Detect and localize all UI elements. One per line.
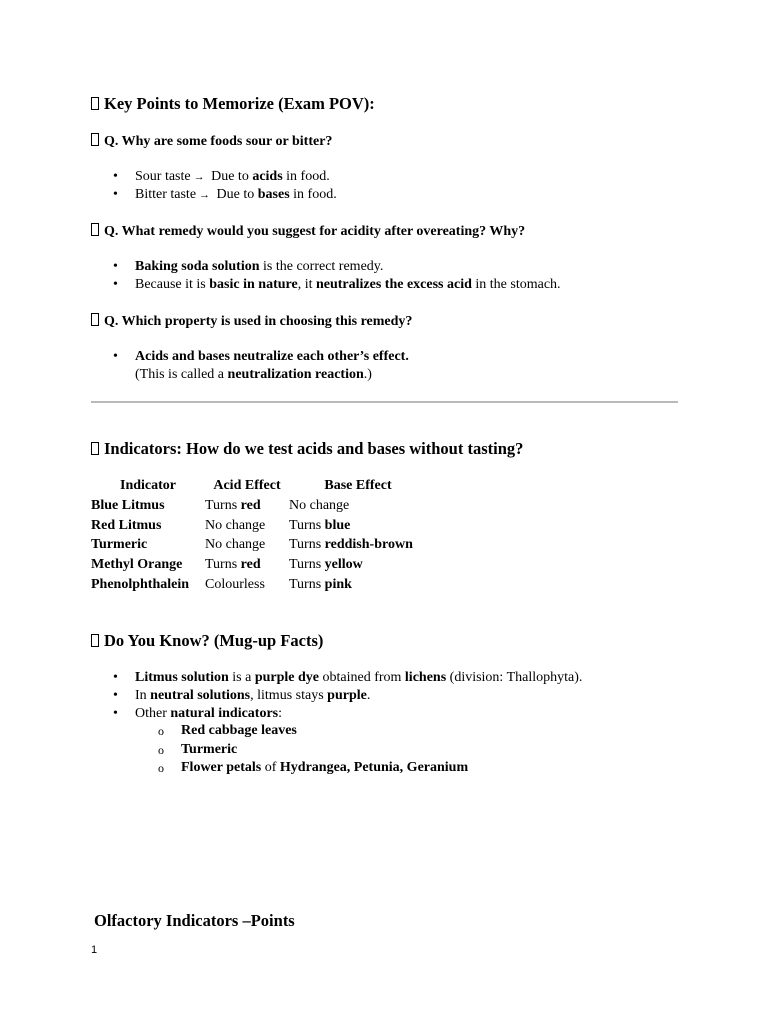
missing-emoji-icon: [91, 133, 99, 146]
acid-effect: No change: [205, 517, 266, 533]
column-header: Indicator: [120, 478, 176, 493]
neutralization-note: (This is called a neutralization reaction.): [135, 367, 372, 382]
list-item: o Flower petals of Hydrangea, Petunia, Geranium: [91, 759, 691, 778]
base-effect: Turns reddish-brown: [289, 537, 413, 553]
list-item: • Acids and bases neutralize each other’s effect.: [91, 348, 691, 366]
indicator-name: Red Litmus: [91, 517, 162, 533]
list-item: • Sour taste → Due to acids in food.: [91, 168, 691, 186]
section-heading-indicators: Indicators: How do we test acids and bases without tasting?: [91, 439, 691, 459]
page-number: 1: [91, 944, 98, 956]
list-item: • Other natural indicators:: [91, 705, 691, 723]
question-3: Q. Which property is used in choosing this remedy?: [91, 313, 691, 330]
list-item: • Litmus solution is a purple dye obtained from lichens (division: Thallophyta).: [91, 669, 691, 687]
table-header-row: [91, 476, 427, 496]
base-effect: Turns blue: [289, 517, 351, 533]
acid-effect: Turns red: [205, 497, 261, 513]
column-header: Acid Effect: [213, 478, 281, 493]
list-item: • Baking soda solution is the correct remedy.: [91, 258, 691, 276]
base-effect: No change: [289, 497, 350, 513]
table-row: [91, 535, 427, 555]
list-item: • In neutral solutions, litmus stays purple.: [91, 687, 691, 705]
list-item: • Bitter taste → Due to bases in food.: [91, 186, 691, 204]
missing-emoji-icon: [91, 223, 99, 236]
base-effect: Turns yellow: [289, 556, 363, 572]
base-effect: Turns pink: [289, 576, 352, 592]
table-row: [91, 575, 427, 595]
indicator-name: Turmeric: [91, 537, 148, 553]
list-item: o Turmeric: [91, 741, 691, 760]
question-1-answers: [91, 168, 691, 204]
facts-list: [91, 669, 691, 723]
table-row: [91, 555, 427, 575]
section-divider: [91, 401, 678, 403]
indicator-name: Phenolphthalein: [91, 576, 190, 592]
indicator-name: Methyl Orange: [91, 556, 183, 572]
question-2: Q. What remedy would you suggest for acidity after overeating? Why?: [91, 223, 691, 240]
question-2-answers: [91, 258, 691, 294]
table-row: [91, 516, 427, 536]
list-item: • Because it is basic in nature, it neutralizes the excess acid in the stomach.: [91, 276, 691, 294]
missing-emoji-icon: [91, 634, 99, 647]
section-heading-do-you-know: Do You Know? (Mug-up Facts): [91, 631, 691, 651]
question-1: Q. Why are some foods sour or bitter?: [91, 133, 691, 150]
list-item: o Red cabbage leaves: [91, 722, 691, 741]
acid-effect: No change: [205, 537, 266, 553]
missing-emoji-icon: [91, 313, 99, 326]
acid-effect: Turns red: [205, 556, 261, 572]
missing-emoji-icon: [91, 442, 99, 455]
section-heading-key-points: Key Points to Memorize (Exam POV):: [91, 94, 691, 114]
right-arrow-icon: →: [193, 171, 205, 183]
section-heading-olfactory: Olfactory Indicators –Points: [94, 911, 295, 930]
acid-effect: Colourless: [205, 576, 265, 592]
right-arrow-icon: →: [199, 189, 211, 201]
table-row: [91, 496, 427, 516]
column-header: Base Effect: [324, 478, 392, 493]
indicators-table: [91, 476, 427, 594]
missing-emoji-icon: [91, 97, 99, 110]
natural-indicators-sublist: [91, 722, 691, 778]
question-3-answers: [91, 348, 691, 366]
indicator-name: Blue Litmus: [91, 497, 165, 513]
